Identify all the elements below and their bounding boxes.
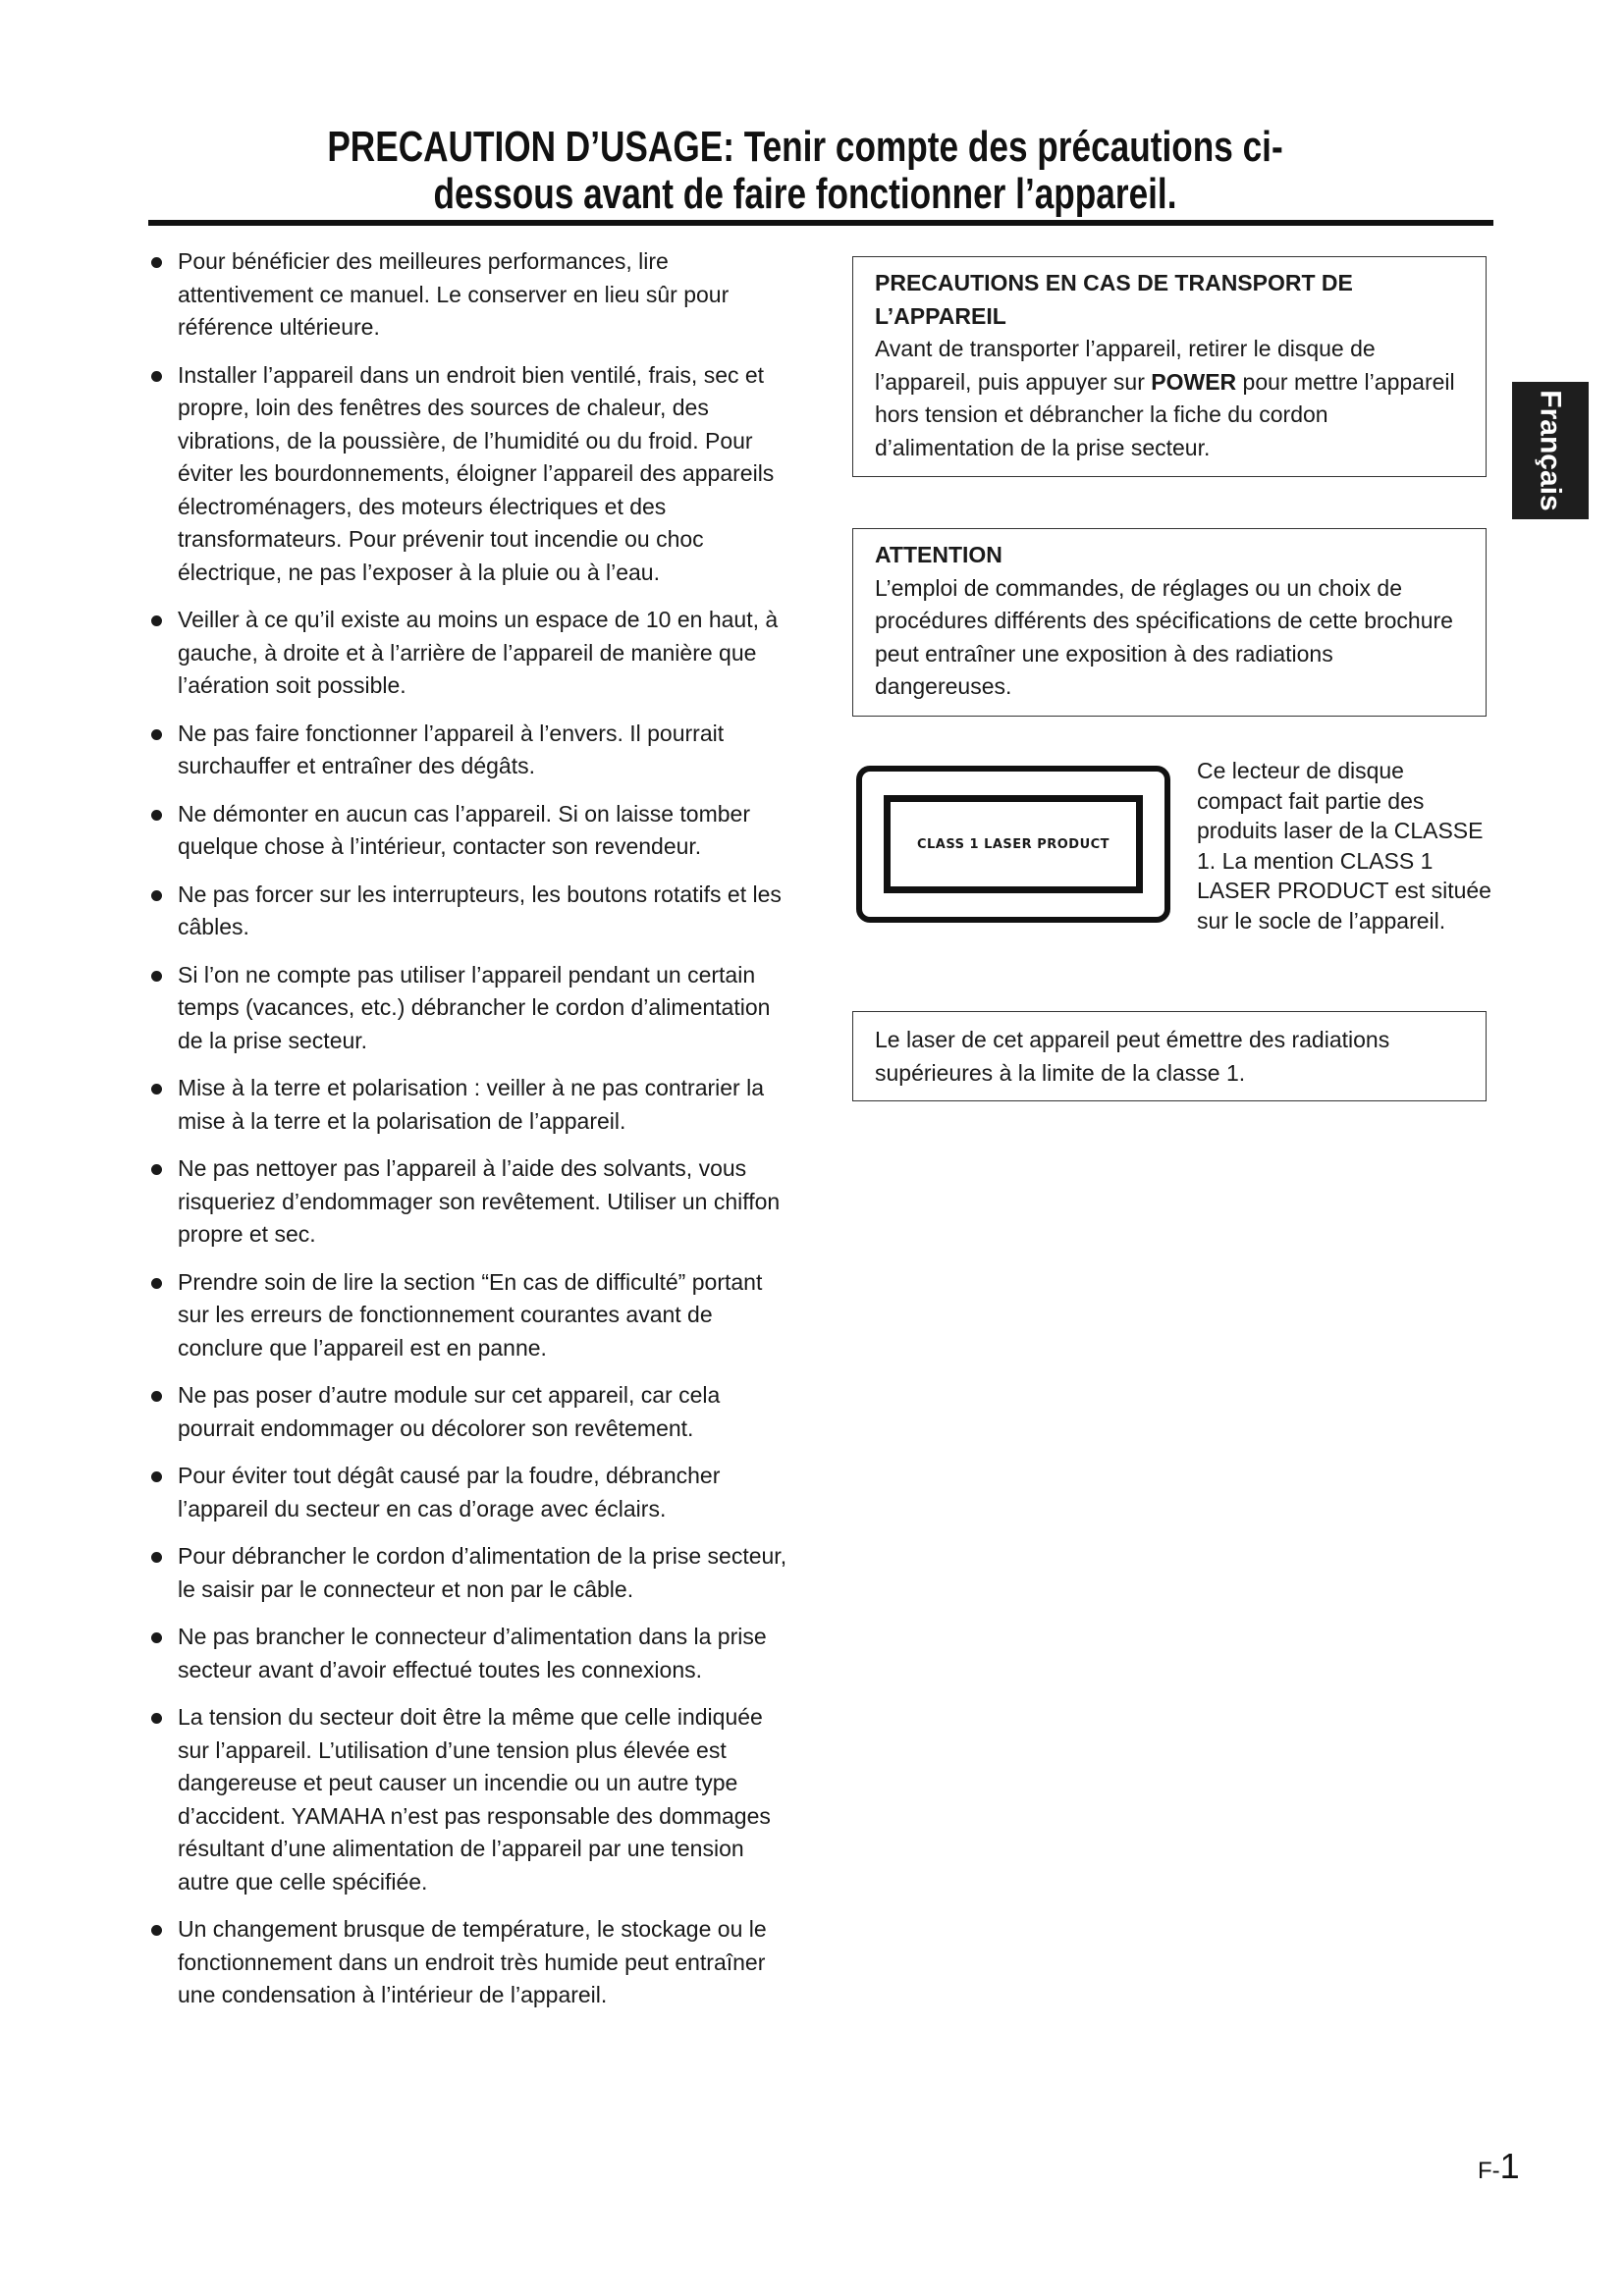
list-item-text: La tension du secteur doit être la même que celle indiquée sur l’appareil. L’utilisation d’une tension plus élevée est dangereuse et peut causer un incendie ou un autre type d’accident. YAMAHA n’est pas responsable des dommages résultant d’une alimentation de l’appareil par une tension autre que celle spécifiée. <box>178 1704 771 1895</box>
page-number <box>1478 2146 1520 2187</box>
list-item-text: Ne pas forcer sur les interrupteurs, les boutons rotatifs et les câbles. <box>178 881 782 939</box>
list-item <box>147 1379 795 1445</box>
bullet-icon <box>151 890 162 901</box>
transport-box-text-before: Avant de transporter l’appareil, retirer le disque de l’appareil, puis appuyer sur <box>875 336 1376 395</box>
laser-label-text: CLASS 1 LASER PRODUCT <box>916 836 1110 852</box>
title-divider <box>148 220 1493 226</box>
list-item <box>147 359 795 590</box>
bullet-icon <box>151 810 162 821</box>
bullet-icon <box>151 615 162 626</box>
page-number-value: 1 <box>1499 2146 1520 2186</box>
precautions-list <box>147 245 795 2027</box>
list-item <box>147 1152 795 1252</box>
list-item-text: Mise à la terre et polarisation : veiller à ne pas contrarier la mise à la terre et la polarisation de l’appareil. <box>178 1075 765 1134</box>
bullet-icon <box>151 729 162 740</box>
page-title: PRECAUTION D’USAGE: Tenir compte des précautions ci-dessous avant de faire fonctionner l’appareil. <box>327 123 1283 218</box>
list-item <box>147 1621 795 1686</box>
list-item <box>147 1460 795 1525</box>
transport-precautions-box <box>852 256 1487 477</box>
list-item-text: Ne pas brancher le connecteur d’alimentation dans la prise secteur avant d’avoir effectué toutes les connexions. <box>178 1624 767 1682</box>
list-item-text: Si l’on ne compte pas utiliser l’appareil pendant un certain temps (vacances, etc.) débrancher le cordon d’alimentation de la prise secteur. <box>178 961 771 1053</box>
bullet-icon <box>151 1278 162 1289</box>
list-item <box>147 1913 795 2012</box>
list-item-text: Pour débrancher le cordon d’alimentation de la prise secteur, le saisir par le connecteur et non par le câble. <box>178 1543 787 1602</box>
language-tab-label: Français <box>1535 390 1567 511</box>
bullet-icon <box>151 1552 162 1563</box>
list-item <box>147 1701 795 1898</box>
transport-box-text-after: pour mettre l’appareil hors tension et débrancher la fiche du cordon d’alimentation de la prise secteur. <box>875 368 1455 460</box>
list-item <box>147 1266 795 1365</box>
bullet-icon <box>151 1391 162 1402</box>
list-item-text: Ne pas poser d’autre module sur cet appareil, car cela pourrait endommager ou décolorer son revêtement. <box>178 1382 721 1441</box>
list-item-text: Installer l’appareil dans un endroit bien ventilé, frais, sec et propre, loin des fenêtres des sources de chaleur, des vibrations, de la poussière, de l’humidité ou du froid. Pour éviter les bourdonnements, éloigner l’appareil des appareils électroménagers, des moteurs électriques et des transformateurs. Pour prévenir tout incendie ou choc électrique, ne pas l’exposer à la pluie ou à l’eau. <box>178 361 775 585</box>
attention-box-title: ATTENTION <box>875 542 1002 567</box>
list-item-text: Pour éviter tout dégât causé par la foudre, débrancher l’appareil du secteur en cas d’orage avec éclairs. <box>178 1463 721 1522</box>
bullet-icon <box>151 1713 162 1724</box>
page-number-prefix: F- <box>1478 2158 1500 2184</box>
bullet-icon <box>151 971 162 982</box>
language-tab <box>1512 382 1589 519</box>
list-item <box>147 245 795 345</box>
list-item <box>147 959 795 1058</box>
list-item-text: Pour bénéficier des meilleures performances, lire attentivement ce manuel. Le conserver en lieu sûr pour référence ultérieure. <box>178 248 730 340</box>
list-item <box>147 1072 795 1138</box>
attention-box <box>852 528 1487 717</box>
list-item-text: Veiller à ce qu’il existe au moins un espace de 10 en haut, à gauche, à droite et à l’arrière de l’appareil de manière que l’aération soit possible. <box>178 607 779 698</box>
laser-product-label <box>856 766 1170 923</box>
laser-label-frame <box>884 795 1143 893</box>
bullet-icon <box>151 1925 162 1936</box>
list-item <box>147 604 795 703</box>
attention-box-text: L’emploi de commandes, de réglages ou un choix de procédures différents des spécifications de cette brochure peut entraîner une exposition à des radiations dangereuses. <box>875 574 1453 699</box>
laser-description: Ce lecteur de disque compact fait partie des produits laser de la CLASSE 1. La mention CLASS 1 LASER PRODUCT est située sur le socle de l’appareil. <box>1197 758 1491 934</box>
list-item-text: Un changement brusque de température, le stockage ou le fonctionnement dans un endroit très humide peut entraîner une condensation à l’intérieur de l’appareil. <box>178 1916 767 2007</box>
bullet-icon <box>151 1471 162 1482</box>
bullet-icon <box>151 1084 162 1095</box>
bullet-icon <box>151 257 162 268</box>
list-item <box>147 879 795 944</box>
transport-box-title: PRECAUTIONS EN CAS DE TRANSPORT DE L’APPAREIL <box>875 270 1353 329</box>
list-item <box>147 1540 795 1606</box>
laser-limit-text: Le laser de cet appareil peut émettre des radiations supérieures à la limite de la classe 1. <box>875 1027 1390 1086</box>
power-keyword: POWER <box>1151 368 1237 395</box>
bullet-icon <box>151 371 162 382</box>
list-item-text: Ne pas nettoyer pas l’appareil à l’aide des solvants, vous risqueriez d’endommager son revêtement. Utiliser un chiffon propre et sec. <box>178 1155 781 1247</box>
bullet-icon <box>151 1164 162 1175</box>
list-item-text: Ne pas faire fonctionner l’appareil à l’envers. Il pourrait surchauffer et entraîner des dégâts. <box>178 720 725 778</box>
list-item-text: Ne démonter en aucun cas l’appareil. Si on laisse tomber quelque chose à l’intérieur, contacter son revendeur. <box>178 800 750 859</box>
bullet-icon <box>151 1632 162 1643</box>
laser-limit-box <box>852 1011 1487 1101</box>
list-item <box>147 718 795 783</box>
list-item <box>147 798 795 864</box>
list-item-text: Prendre soin de lire la section “En cas de difficulté” portant sur les erreurs de fonctionnement courantes avant de conclure que l’appareil est en panne. <box>178 1268 763 1361</box>
